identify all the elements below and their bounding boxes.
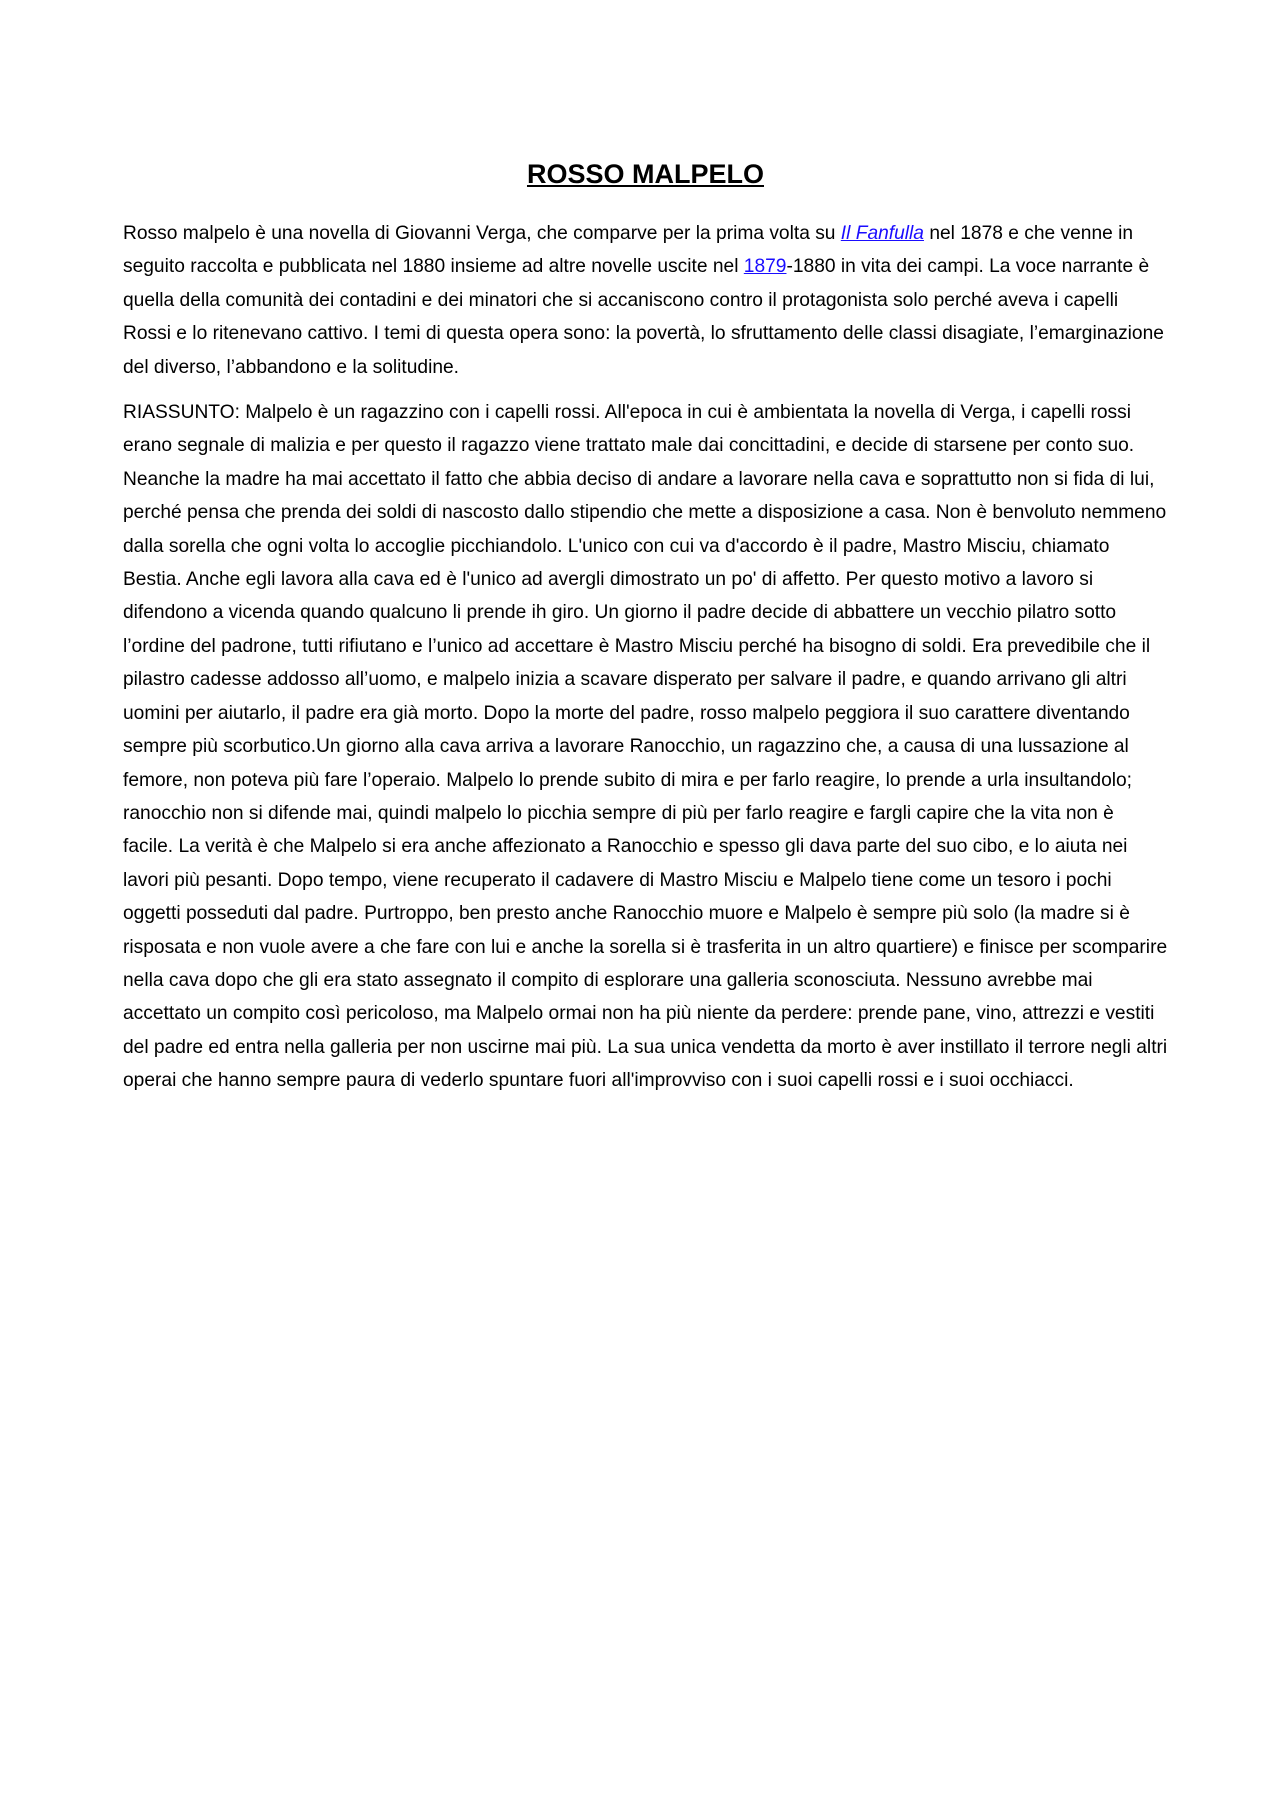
il-fanfulla-link[interactable]: Il Fanfulla xyxy=(840,223,924,244)
intro-text-part1: Rosso malpelo è una novella di Giovanni Verga, che comparve per la prima volta su xyxy=(123,223,841,244)
intro-paragraph xyxy=(123,217,1168,384)
summary-paragraph: RIASSUNTO: Malpelo è un ragazzino con i capelli rossi. All'epoca in cui è ambientata la novella di Verga, i capelli rossi erano segnale di malizia e per questo il ragazzo viene trattato male dai concittadini, e decide di starsene per conto suo. Neanche la madre ha mai accettato il fatto che abbia deciso di andare a lavorare nella cava e soprattutto non si fida di lui, perché pensa che prenda dei soldi di nascosto dallo stipendio che mette a disposizione a casa. Non è benvoluto nemmeno dalla sorella che ogni volta lo accoglie picchiandolo. L'unico con cui va d'accordo è il padre, Mastro Misciu, chiamato Bestia. Anche egli lavora alla cava ed è l'unico ad avergli dimostrato un po' di affetto. Per questo motivo a lavoro si difendono a vicenda quando qualcuno li prende ih giro. Un giorno il padre decide di abbattere un vecchio pilatro sotto l’ordine del padrone, tutti rifiutano e l’unico ad accettare è Mastro Misciu perché ha bisogno di soldi. Era prevedibile che il pilastro cadesse addosso all’uomo, e malpelo inizia a scavare disperato per salvare il padre, e quando arrivano gli altri uomini per aiutarlo, il padre era già morto. Dopo la morte del padre, rosso malpelo peggiora il suo carattere diventando sempre più scorbutico.Un giorno alla cava arriva a lavorare Ranocchio, un ragazzino che, a causa di una lussazione al femore, non poteva più fare l’operaio. Malpelo lo prende subito di mira e per farlo reagire, lo prende a urla insultandolo; ranocchio non si difende mai, quindi malpelo lo picchia sempre di più per farlo reagire e fargli capire che la vita non è facile. La verità è che Malpelo si era anche affezionato a Ranocchio e spesso gli dava parte del suo cibo, e lo aiuta nei lavori più pesanti. Dopo tempo, viene recuperato il cadavere di Mastro Misciu e Malpelo tiene come un tesoro i pochi oggetti posseduti dal padre. Purtroppo, ben presto anche Ranocchio muore e Malpelo è sempre più solo (la madre si è risposata e non vuole avere a che fare con lui e anche la sorella si è trasferita in un altro quartiere) e finisce per scomparire nella cava dopo che gli era stato assegnato il compito di esplorare una galleria sconosciuta. Nessuno avrebbe mai accettato un compito così pericoloso, ma Malpelo ormai non ha più niente da perdere: prende pane, vino, attrezzi e vestiti del padre ed entra nella galleria per non uscirne mai più. La sua unica vendetta da morto è aver instillato il terrore negli altri operai che hanno sempre paura di vederlo spuntare fuori all'improvviso con i suoi capelli rossi e i suoi occhiacci. xyxy=(123,402,1168,1092)
intro-text-part2: nel 1878 e che venne in seguito raccolta e pubblicata nel 1880 insieme ad altre novelle uscite nel xyxy=(123,223,1134,278)
document-title: ROSSO MALPELO xyxy=(526,159,764,189)
intro-text-part3: -1880 in vita dei campi. La voce narrante è quella della comunità dei contadini e dei minatori che si accaniscono contro il protagonista solo perché aveva i capelli Rossi e lo ritenevano cattivo. I temi di questa opera sono: la povertà, lo sfruttamento delle classi disagiate, l’emarginazione del diverso, l’abbandono e la solitudine. xyxy=(123,256,1164,378)
year-1879-link[interactable]: 1879 xyxy=(743,256,787,278)
document-body xyxy=(123,155,1168,1110)
